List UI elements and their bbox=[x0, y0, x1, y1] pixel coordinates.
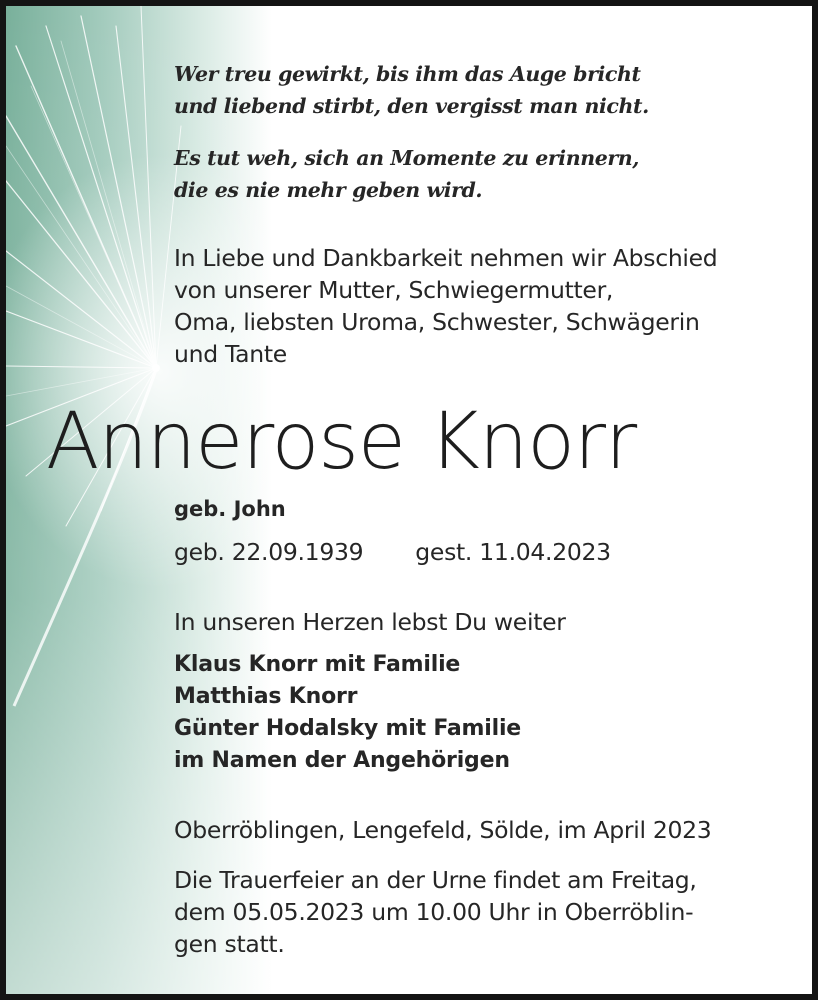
quote-line: Wer treu gewirkt, bis ihm das Auge bricht bbox=[174, 62, 641, 86]
deceased-name: Annerose Knorr bbox=[46, 397, 637, 487]
intro-line: Oma, liebsten Uroma, Schwester, Schwägerin bbox=[174, 308, 700, 336]
mourner-name: Matthias Knorr bbox=[174, 684, 358, 709]
ceremony-line: gen statt. bbox=[174, 930, 285, 958]
life-dates bbox=[174, 536, 611, 568]
mourner-name: Klaus Knorr mit Familie bbox=[174, 652, 461, 677]
mourners-list bbox=[174, 649, 521, 777]
intro-line: und Tante bbox=[174, 340, 287, 368]
quote-line: Es tut weh, sich an Momente zu erinnern, bbox=[174, 146, 639, 170]
remembrance-line: In unseren Herzen lebst Du weiter bbox=[174, 608, 566, 636]
quote-line: die es nie mehr geben wird. bbox=[174, 178, 483, 202]
quote-block-1 bbox=[174, 58, 649, 122]
intro-text bbox=[174, 242, 717, 370]
ceremony-info bbox=[174, 864, 697, 960]
mourner-name: Günter Hodalsky mit Familie bbox=[174, 716, 522, 741]
intro-line: In Liebe und Dankbarkeit nehmen wir Abschied bbox=[174, 244, 718, 272]
intro-line: von unserer Mutter, Schwiegermutter, bbox=[174, 276, 614, 304]
birth-date: geb. 22.09.1939 bbox=[174, 538, 364, 566]
ceremony-line: Die Trauerfeier an der Urne findet am Freitag, bbox=[174, 866, 697, 894]
quote-block-2 bbox=[174, 142, 639, 206]
maiden-name: geb. John bbox=[174, 497, 286, 521]
ceremony-line: dem 05.05.2023 um 10.00 Uhr in Oberröblin- bbox=[174, 898, 694, 926]
death-date: gest. 11.04.2023 bbox=[415, 538, 611, 566]
place-and-date: Oberröblingen, Lengefeld, Sölde, im April 2023 bbox=[174, 816, 712, 844]
quote-line: und liebend stirbt, den vergisst man nicht. bbox=[174, 94, 649, 118]
mourner-name: im Namen der Angehörigen bbox=[174, 748, 510, 773]
